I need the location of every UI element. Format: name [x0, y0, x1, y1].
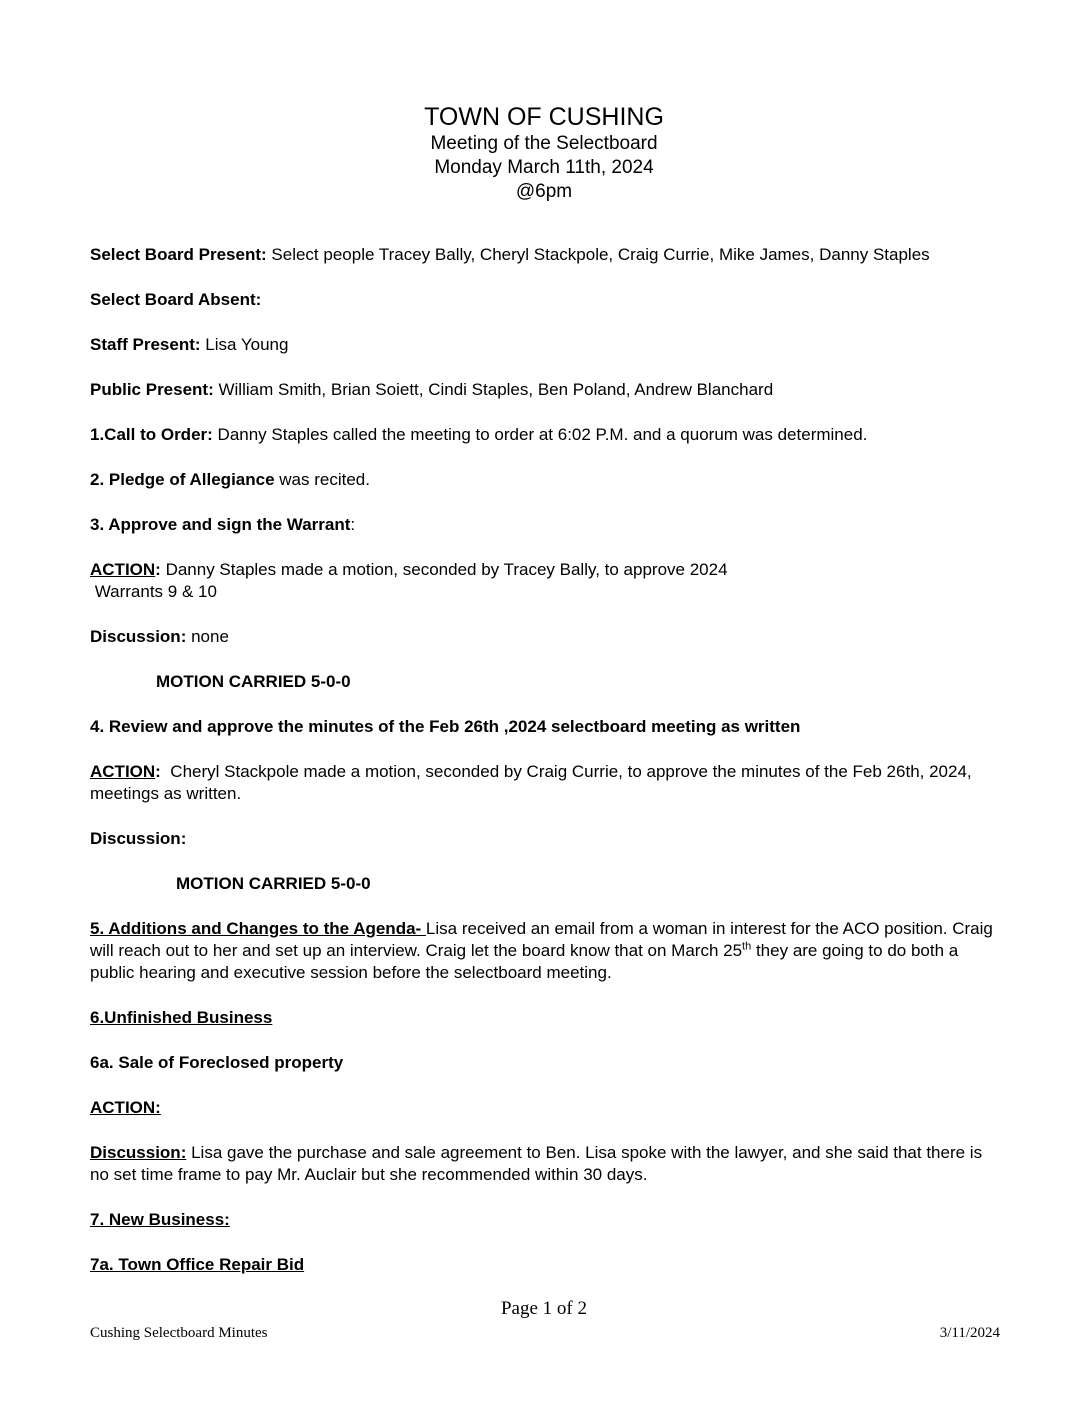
- paragraph-unfinished-business-heading: [90, 1007, 996, 1029]
- text-segment: 1.Call to Order:: [90, 425, 213, 444]
- text-segment: 4. Review and approve the minutes of the Feb 26th ,2024 selectboard meeting as written: [90, 717, 801, 736]
- text-segment: Select Board Present:: [90, 245, 267, 264]
- paragraph-public-present: [90, 379, 996, 401]
- text-segment: 6a. Sale of Foreclosed property: [90, 1053, 344, 1072]
- paragraph-action-foreclosed: [90, 1097, 996, 1119]
- document-subtitle-date: Monday March 11th, 2024: [434, 157, 654, 178]
- paragraph-sale-foreclosed-heading: [90, 1052, 996, 1074]
- paragraph-select-board-absent: [90, 289, 996, 311]
- footer-document-name: Cushing Selectboard Minutes: [90, 1325, 268, 1341]
- text-segment: Danny Staples made a motion, seconded by Tracey Bally, to approve 2024: [160, 560, 728, 579]
- text-segment: they are going to do both a public hearing and executive session before the selectboard meeting.: [90, 941, 963, 982]
- text-segment: ACTION:: [90, 1098, 161, 1117]
- text-segment: was recited.: [274, 470, 370, 489]
- text-segment: Danny Staples called the meeting to order at 6:02 P.M. and a quorum was determined.: [212, 425, 868, 444]
- text-segment: 3. Approve and sign the Warrant: [90, 515, 351, 534]
- paragraph-motion-carried-2: [176, 873, 996, 895]
- paragraph-discussion-warrant: [90, 626, 996, 648]
- text-segment: Cheryl Stackpole made a motion, seconded by Craig Currie, to approve the minutes of the Feb 26th, 2024, meetings as written.: [90, 762, 977, 803]
- paragraph-call-to-order: [90, 424, 996, 446]
- text-segment: MOTION CARRIED 5-0-0: [156, 672, 351, 691]
- text-segment: Select Board Absent:: [90, 290, 262, 309]
- paragraph-pledge-of-allegiance: [90, 469, 996, 491]
- document-subtitle-meeting: Meeting of the Selectboard: [430, 133, 658, 154]
- text-segment: ACTION: [90, 762, 156, 781]
- page-number: Page 1 of 2: [500, 1298, 587, 1319]
- paragraph-motion-carried-1: [156, 671, 996, 693]
- paragraph-town-office-repair-heading: [90, 1254, 996, 1276]
- text-segment: William Smith, Brian Soiett, Cindi Staples, Ben Poland, Andrew Blanchard: [213, 380, 774, 399]
- paragraph-approve-warrant-heading: [90, 514, 996, 536]
- text-segment: 5. Additions and Changes to the Agenda-: [90, 919, 426, 938]
- document-title: TOWN OF CUSHING: [424, 103, 664, 131]
- document-footer: [90, 1324, 1000, 1343]
- text-segment: Select people Tracey Bally, Cheryl Stackpole, Craig Currie, Mike James, Danny Staples: [266, 245, 930, 264]
- text-segment: Warrants 9 & 10: [90, 582, 217, 601]
- text-segment: Lisa gave the purchase and sale agreement to Ben. Lisa spoke with the lawyer, and she said that there is no set time frame to pay Mr. Auclair but she recommended within 30 days.: [90, 1143, 987, 1184]
- document-body: [90, 244, 996, 1276]
- text-segment: :: [155, 560, 161, 579]
- paragraph-discussion-minutes: [90, 828, 996, 850]
- footer-date: 3/11/2024: [939, 1325, 1000, 1341]
- text-segment: Discussion:: [90, 829, 187, 848]
- paragraph-agenda-additions: [90, 918, 996, 984]
- paragraph-review-minutes-heading: [90, 716, 996, 738]
- text-segment: MOTION CARRIED 5-0-0: [176, 874, 371, 893]
- text-segment: 7. New Business:: [90, 1210, 230, 1229]
- text-segment: 6.Unfinished Business: [90, 1008, 273, 1027]
- document-subtitle-time: @6pm: [515, 181, 573, 202]
- text-segment: 2. Pledge of Allegiance: [90, 470, 275, 489]
- text-segment: Lisa Young: [200, 335, 289, 354]
- paragraph-action-warrant: [90, 559, 996, 603]
- document-header: [90, 102, 998, 204]
- text-segment: :: [350, 515, 356, 534]
- paragraph-new-business-heading: [90, 1209, 996, 1231]
- paragraph-staff-present: [90, 334, 996, 356]
- text-segment: ACTION: [90, 560, 156, 579]
- text-segment: :: [155, 762, 161, 781]
- text-segment: 7a. Town Office Repair Bid: [90, 1255, 305, 1274]
- paragraph-select-board-present: [90, 244, 996, 266]
- text-segment: Discussion:: [90, 1143, 187, 1162]
- text-segment: Discussion:: [90, 627, 187, 646]
- text-segment: th: [742, 940, 752, 953]
- text-segment: Public Present:: [90, 380, 214, 399]
- text-segment: Staff Present:: [90, 335, 201, 354]
- paragraph-discussion-foreclosed: [90, 1142, 996, 1186]
- text-segment: none: [186, 627, 229, 646]
- paragraph-action-minutes: [90, 761, 996, 805]
- text-segment: Lisa received an email from a woman in interest for the ACO position. Craig will reach out to her and set up an interview. Craig let the board know that on March 25: [90, 919, 998, 960]
